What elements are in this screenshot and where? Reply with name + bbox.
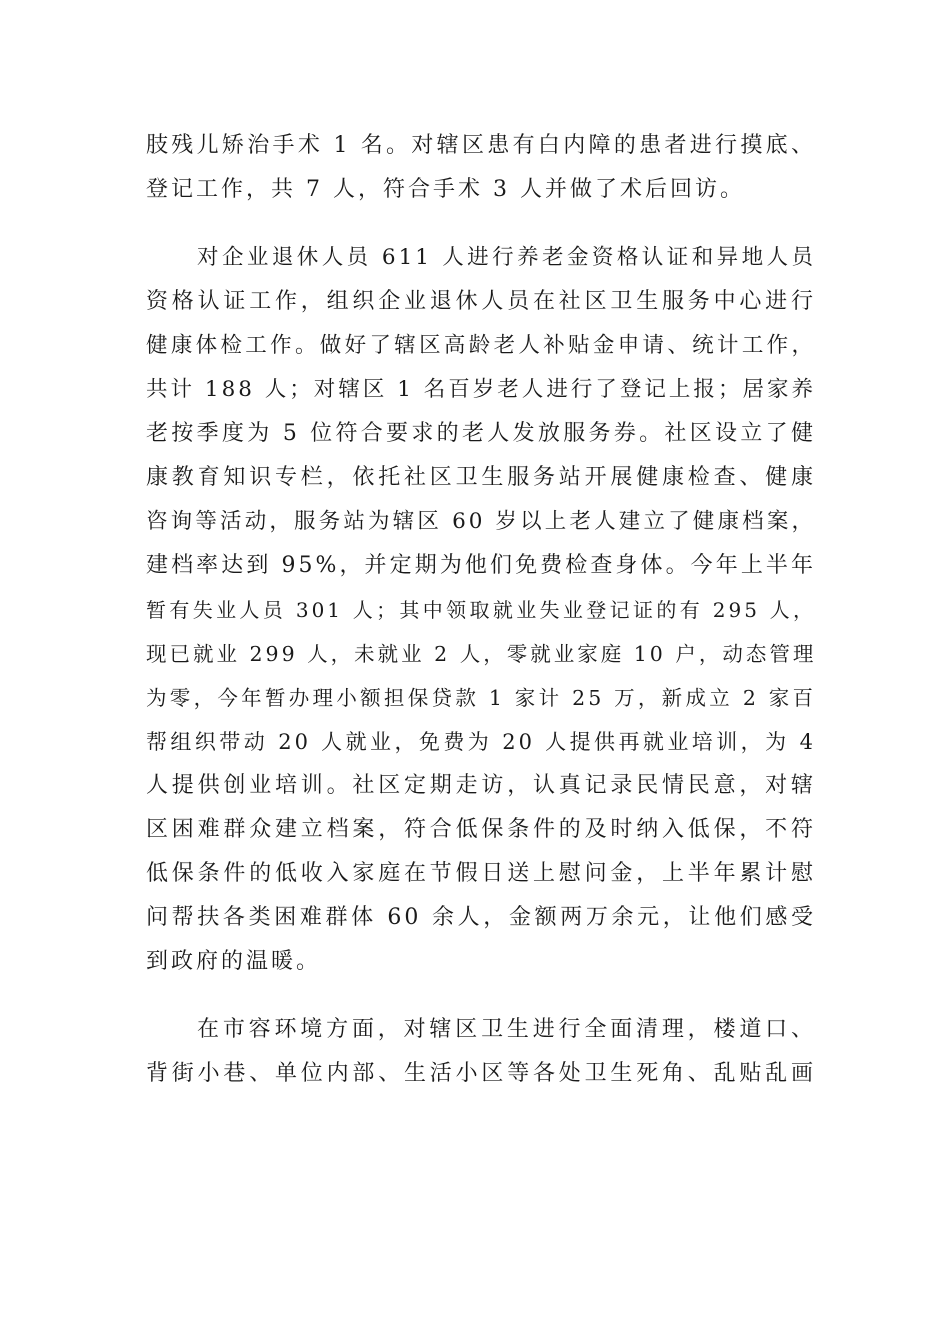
text-line: 肢残儿矫治手术 1 名。对辖区患有白内障的患者进行摸底、 xyxy=(146,133,816,158)
text-line: 区困难群众建立档案，符合低保条件的及时纳入低保，不符 xyxy=(146,817,816,842)
text-line: 共计 188 人；对辖区 1 名百岁老人进行了登记上报；居家养 xyxy=(146,377,816,402)
text-line: 健康体检工作。做好了辖区高龄老人补贴金申请、统计工作， xyxy=(146,333,816,358)
text-line: 咨询等活动，服务站为辖区 60 岁以上老人建立了健康档案， xyxy=(146,509,816,534)
text-line: 建档率达到 95%，并定期为他们免费检查身体。今年上半年 xyxy=(146,553,816,578)
text-line: 对企业退休人员 611 人进行养老金资格认证和异地人员 xyxy=(197,245,816,270)
text-line: 在市容环境方面，对辖区卫生进行全面清理，楼道口、 xyxy=(197,1017,816,1042)
text-line: 暂有失业人员 301 人；其中领取就业失业登记证的有 295 人， xyxy=(146,598,816,622)
paragraph-3 xyxy=(146,1008,816,1096)
text-line: 到政府的温暖。 xyxy=(146,949,322,974)
text-line: 登记工作，共 7 人，符合手术 3 人并做了术后回访。 xyxy=(146,177,745,202)
text-line: 人提供创业培训。社区定期走访，认真记录民情民意，对辖 xyxy=(146,773,816,798)
text-line: 资格认证工作，组织企业退休人员在社区卫生服务中心进行 xyxy=(146,289,816,314)
text-line: 帮组织带动 20 人就业，免费为 20 人提供再就业培训，为 4 xyxy=(146,730,816,754)
text-line: 背街小巷、单位内部、生活小区等各处卫生死角、乱贴乱画 xyxy=(146,1061,816,1086)
text-line: 现已就业 299 人，未就业 2 人，零就业家庭 10 户，动态管理 xyxy=(146,642,817,666)
document-body xyxy=(146,124,816,1096)
text-line: 低保条件的低收入家庭在节假日送上慰问金，上半年累计慰 xyxy=(146,861,816,886)
text-line: 康教育知识专栏，依托社区卫生服务站开展健康检查、健康 xyxy=(146,465,816,490)
paragraph-2 xyxy=(146,236,816,984)
text-line: 老按季度为 5 位符合要求的老人发放服务券。社区设立了健 xyxy=(146,421,816,446)
paragraph-1 xyxy=(146,124,816,212)
text-line: 为零，今年暂办理小额担保贷款 1 家计 25 万，新成立 2 家百 xyxy=(146,686,816,710)
text-line: 问帮扶各类困难群体 60 余人，金额两万余元，让他们感受 xyxy=(146,905,816,930)
